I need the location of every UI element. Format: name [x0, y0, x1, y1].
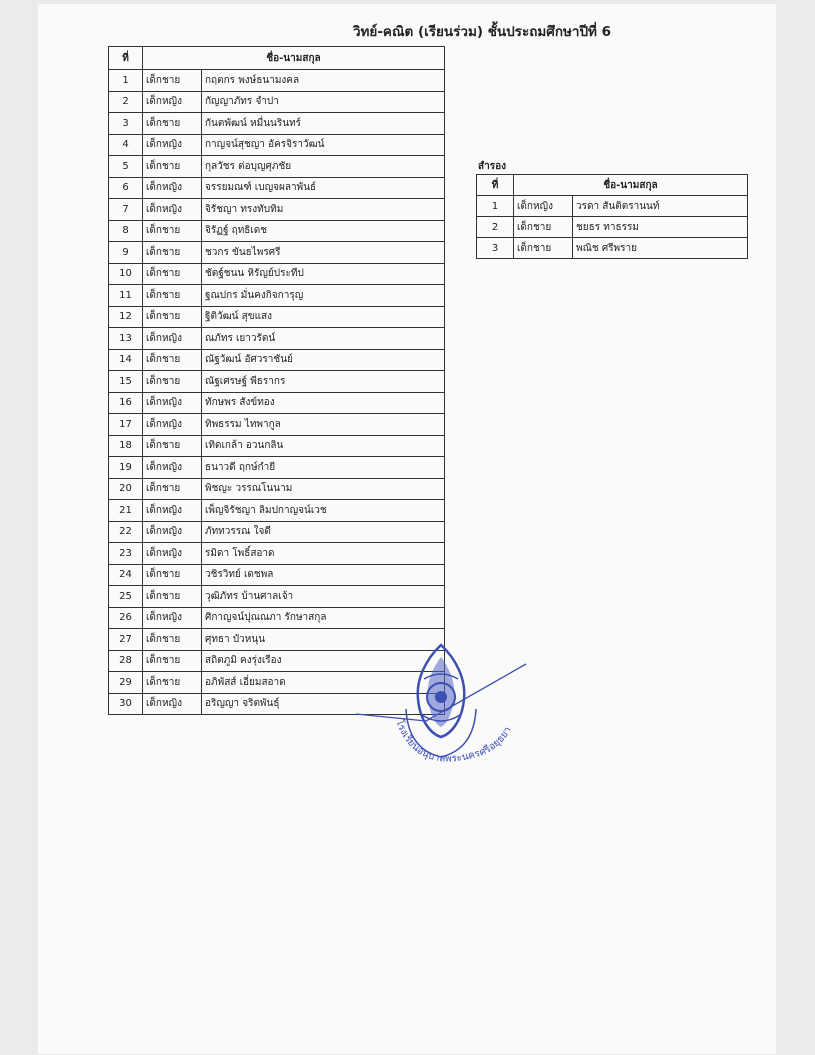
row-number: 10 — [109, 263, 143, 285]
row-number: 19 — [109, 457, 143, 479]
row-name: ศุทธา บัวหนุน — [202, 629, 445, 651]
table-row — [109, 70, 445, 92]
row-prefix: เด็กชาย — [143, 113, 202, 135]
row-name: ทิพธรรม ไทพากูล — [202, 414, 445, 436]
row-name: อริญญา จริตพันธุ์ — [202, 693, 445, 715]
row-number: 5 — [109, 156, 143, 178]
row-number: 3 — [109, 113, 143, 135]
row-prefix: เด็กหญิง — [143, 91, 202, 113]
row-name: ภัททวรรณ ใจดี — [202, 521, 445, 543]
table-row — [109, 349, 445, 371]
reserve-row — [477, 238, 748, 259]
row-number: 2 — [477, 217, 514, 238]
row-number: 23 — [109, 543, 143, 565]
row-prefix: เด็กชาย — [143, 285, 202, 307]
row-prefix: เด็กหญิง — [143, 457, 202, 479]
row-name: ณภัทร เยาวรัตน์ — [202, 328, 445, 350]
row-number: 28 — [109, 650, 143, 672]
row-name: เพ็ญจิรัชญา ลิมปกาญจน์เวช — [202, 500, 445, 522]
row-number: 6 — [109, 177, 143, 199]
row-prefix: เด็กชาย — [143, 220, 202, 242]
row-name: ฐิติวัฒน์ สุขแสง — [202, 306, 445, 328]
table-row — [109, 543, 445, 565]
row-number: 15 — [109, 371, 143, 393]
row-name: ณัฐวัฒน์ อัศวราชันย์ — [202, 349, 445, 371]
student-table — [108, 46, 445, 715]
row-prefix: เด็กหญิง — [143, 199, 202, 221]
row-prefix: เด็กชาย — [143, 70, 202, 92]
reserve-header-number: ที่ — [477, 175, 514, 196]
row-prefix: เด็กหญิง — [143, 177, 202, 199]
table-row — [109, 156, 445, 178]
row-number: 14 — [109, 349, 143, 371]
header-name: ชื่อ-นามสกุล — [143, 47, 445, 70]
table-header-row — [109, 47, 445, 70]
seal-emblem-icon — [406, 645, 476, 757]
table-row — [109, 285, 445, 307]
row-number: 20 — [109, 478, 143, 500]
row-name: จรรยมณฑ์ เบญจผลาพันธ์ — [202, 177, 445, 199]
row-prefix: เด็กชาย — [143, 564, 202, 586]
row-prefix: เด็กหญิง — [143, 521, 202, 543]
table-row — [109, 306, 445, 328]
row-prefix: เด็กชาย — [143, 629, 202, 651]
row-name: กฤตกร พงษ์ธนามงคล — [202, 70, 445, 92]
reserve-header-name: ชื่อ-นามสกุล — [514, 175, 748, 196]
table-row — [109, 113, 445, 135]
table-row — [109, 177, 445, 199]
row-prefix: เด็กชาย — [143, 586, 202, 608]
row-name: วชิรวิทย์ เดชพล — [202, 564, 445, 586]
row-name: ชยธร ทาธรรม — [573, 217, 748, 238]
row-name: จิรัชญา ทรงทับทิม — [202, 199, 445, 221]
row-name: ศิกาญจน์ปุณณภา รักษาสกุล — [202, 607, 445, 629]
table-row — [109, 263, 445, 285]
row-prefix: เด็กชาย — [143, 650, 202, 672]
row-name: กัญญาภัทร จำปา — [202, 91, 445, 113]
row-prefix: เด็กชาย — [143, 156, 202, 178]
row-prefix: เด็กชาย — [143, 263, 202, 285]
row-prefix: เด็กชาย — [143, 435, 202, 457]
table-row — [109, 134, 445, 156]
row-number: 13 — [109, 328, 143, 350]
row-name: วรดา สันติตรานนท์ — [573, 196, 748, 217]
table-row — [109, 371, 445, 393]
table-row — [109, 607, 445, 629]
row-number: 9 — [109, 242, 143, 264]
row-name: จิรัฏฐ์ ฤทธิเดช — [202, 220, 445, 242]
reserve-row — [477, 196, 748, 217]
table-row — [109, 328, 445, 350]
row-name: กุลวัชร ต่อบุญศุภชัย — [202, 156, 445, 178]
row-number: 2 — [109, 91, 143, 113]
row-number: 22 — [109, 521, 143, 543]
row-name: พณิช ศรีพราย — [573, 238, 748, 259]
table-row — [109, 242, 445, 264]
reserve-label: สำรอง — [478, 161, 506, 172]
table-row — [109, 521, 445, 543]
row-prefix: เด็กหญิง — [143, 500, 202, 522]
row-prefix: เด็กชาย — [143, 478, 202, 500]
reserve-header-row — [477, 175, 748, 196]
row-number: 8 — [109, 220, 143, 242]
row-number: 12 — [109, 306, 143, 328]
row-number: 18 — [109, 435, 143, 457]
table-row — [109, 91, 445, 113]
row-prefix: เด็กหญิง — [143, 693, 202, 715]
row-number: 17 — [109, 414, 143, 436]
row-number: 11 — [109, 285, 143, 307]
row-number: 3 — [477, 238, 514, 259]
row-prefix: เด็กหญิง — [143, 328, 202, 350]
row-name: ชัตฐ์ชนน หิรัญย์ประทีป — [202, 263, 445, 285]
row-prefix: เด็กหญิง — [143, 414, 202, 436]
row-prefix: เด็กหญิง — [143, 607, 202, 629]
row-number: 30 — [109, 693, 143, 715]
table-row — [109, 586, 445, 608]
table-row — [109, 564, 445, 586]
row-name: อภิพัสส์ เอี่ยมสอาด — [202, 672, 445, 694]
table-row — [109, 414, 445, 436]
row-number: 24 — [109, 564, 143, 586]
row-prefix: เด็กหญิง — [514, 196, 573, 217]
row-number: 4 — [109, 134, 143, 156]
row-prefix: เด็กหญิง — [143, 543, 202, 565]
row-prefix: เด็กชาย — [143, 672, 202, 694]
row-name: กาญจน์สุชญา อัครจิราวัฒน์ — [202, 134, 445, 156]
table-row — [109, 392, 445, 414]
row-number: 21 — [109, 500, 143, 522]
row-name: ชวกร ขันธไพรศรี — [202, 242, 445, 264]
row-name: พิชญะ วรรณโนนาม — [202, 478, 445, 500]
row-prefix: เด็กชาย — [143, 349, 202, 371]
row-name: สถิตภูมิ คงรุ่งเรือง — [202, 650, 445, 672]
row-prefix: เด็กหญิง — [143, 134, 202, 156]
table-row — [109, 500, 445, 522]
row-number: 29 — [109, 672, 143, 694]
seal-text: โรงเรียนอนุบาลพระนครศรีอยุธยา — [393, 718, 514, 765]
table-row — [109, 435, 445, 457]
row-name: วุฒิภัทร บ้านศาลเจ้า — [202, 586, 445, 608]
page-title: วิทย์-คณิต (เรียนร่วม) ชั้นประถมศึกษาปีที่ 6 — [352, 24, 612, 40]
table-row — [109, 478, 445, 500]
row-name: ธนาวดี ฤกษ์กำยี — [202, 457, 445, 479]
row-number: 16 — [109, 392, 143, 414]
row-name: ฐณปกร มั่นคงกิจการุญ — [202, 285, 445, 307]
school-seal-stamp — [356, 639, 536, 779]
row-prefix: เด็กชาย — [143, 242, 202, 264]
reserve-table — [476, 174, 748, 259]
row-prefix: เด็กชาย — [143, 306, 202, 328]
signature-stroke — [356, 714, 426, 721]
row-name: รมิดา โพธิ์สอาด — [202, 543, 445, 565]
row-name: ณัฐเศรษฐ์ พีธรากร — [202, 371, 445, 393]
reserve-row — [477, 217, 748, 238]
row-prefix: เด็กหญิง — [143, 392, 202, 414]
table-row — [109, 457, 445, 479]
row-number: 1 — [109, 70, 143, 92]
row-number: 1 — [477, 196, 514, 217]
row-name: เทิดเกล้า อวนกลิน — [202, 435, 445, 457]
row-number: 7 — [109, 199, 143, 221]
row-prefix: เด็กชาย — [143, 371, 202, 393]
row-name: ทักษพร สังข์ทอง — [202, 392, 445, 414]
document-page — [38, 4, 776, 1054]
row-number: 25 — [109, 586, 143, 608]
row-name: กันตพัฒน์ หมื่นนรินทร์ — [202, 113, 445, 135]
row-prefix: เด็กชาย — [514, 238, 573, 259]
row-number: 27 — [109, 629, 143, 651]
row-prefix: เด็กชาย — [514, 217, 573, 238]
table-row — [109, 199, 445, 221]
header-number: ที่ — [109, 47, 143, 70]
row-number: 26 — [109, 607, 143, 629]
table-row — [109, 220, 445, 242]
